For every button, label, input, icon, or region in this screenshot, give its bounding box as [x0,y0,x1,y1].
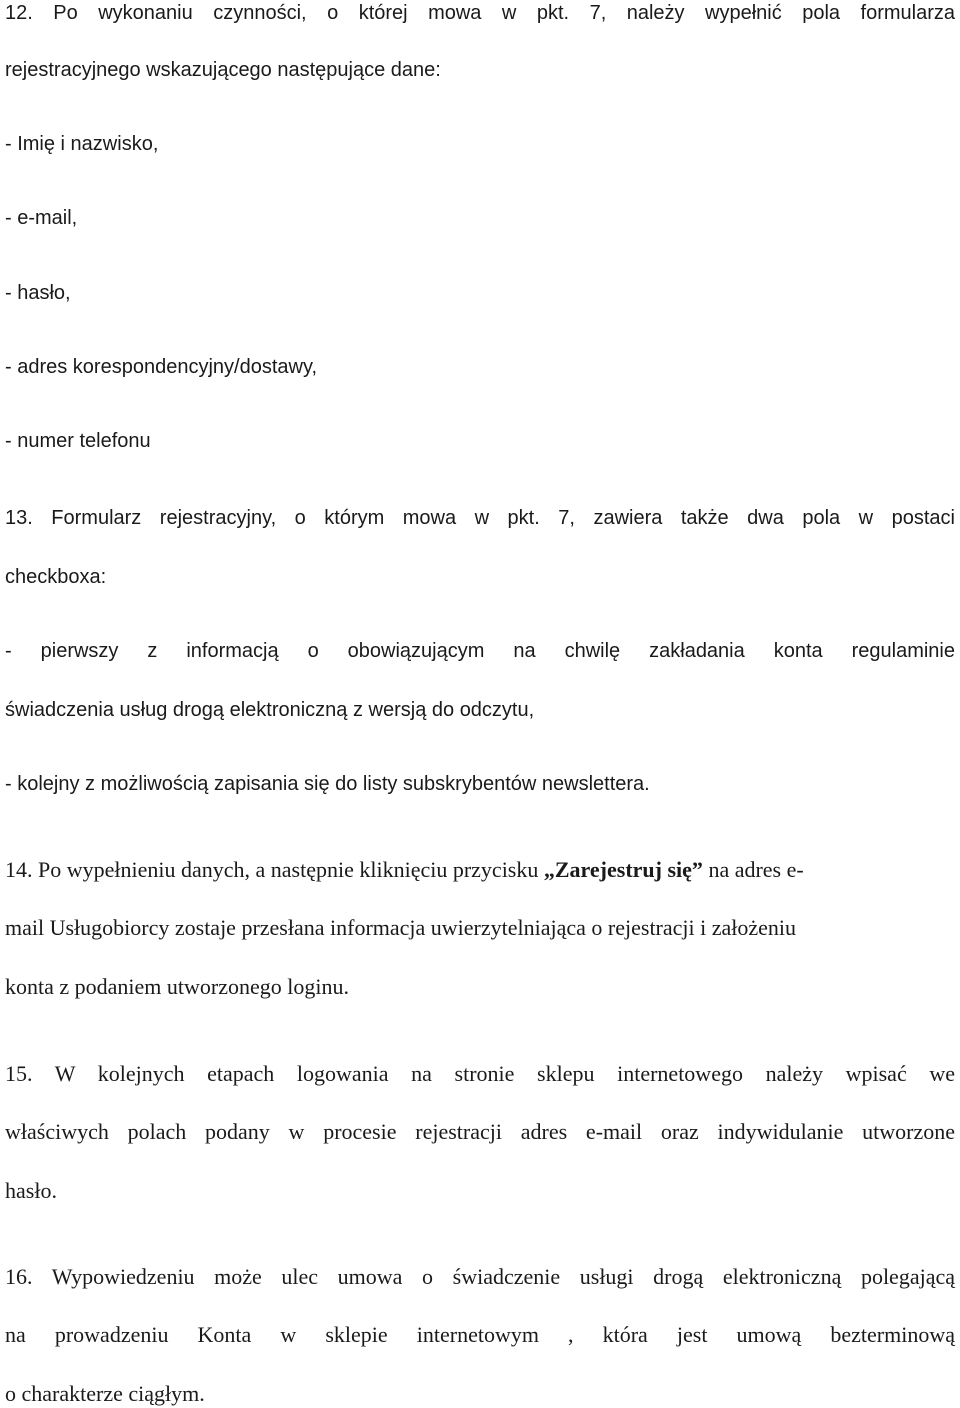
p13-item1-line-1: - pierwszy z informacją o obowiązującym na chwilę zakładania konta regulaminie [5,640,955,662]
p14-line-3: konta z podaniem utworzonego loginu. [5,974,349,999]
p15-line-1: 15. W kolejnych etapach logowania na stronie sklepu internetowego należy wpisać we [5,1061,955,1086]
register-button-label: „Zarejestruj się” [543,857,703,882]
p12-item-password: - hasło, [5,282,71,304]
p15-line-3: hasło. [5,1178,57,1203]
p13-item1-line-2: świadczenia usług drogą elektroniczną z wersją do odczytu, [5,699,535,721]
p12-item-name: - Imię i nazwisko, [5,133,159,155]
p16-line-2: na prowadzeniu Konta w sklepie internetowym , która jest umową bezterminową [5,1322,955,1347]
p13-line-1: 13. Formularz rejestracyjny, o którym mowa w pkt. 7, zawiera także dwa pola w postaci [5,507,955,529]
p12-line-2: rejestracyjnego wskazującego następujące dane: [5,59,441,81]
p14-line-2: mail Usługobiorcy zostaje przesłana informacja uwierzytelniająca o rejestracji i założeniu [5,915,797,940]
p14-line-1 [5,857,804,883]
p12-line-1: 12. Po wykonaniu czynności, o której mowa w pkt. 7, należy wypełnić pola formularza [5,2,955,24]
p16-line-1: 16. Wypowiedzeniu może ulec umowa o świadczenie usługi drogą elektroniczną polegającą [5,1264,955,1289]
p12-item-email: - e-mail, [5,207,78,229]
p14-line-1-start: 14. Po wypełnieniu danych, a następnie kliknięciu przycisku [5,857,544,882]
p12-item-phone: - numer telefonu [5,430,151,452]
p12-item-address: - adres korespondencyjny/dostawy, [5,356,318,378]
p15-line-2: właściwych polach podany w procesie rejestracji adres e-mail oraz indywidulanie utworzone [5,1119,955,1144]
p13-line-2: checkboxa: [5,566,107,588]
p16-line-3: o charakterze ciągłym. [5,1381,205,1406]
p14-line-1-end: na adres e- [702,857,804,882]
p13-item2: - kolejny z możliwością zapisania się do listy subskrybentów newslettera. [5,773,650,795]
